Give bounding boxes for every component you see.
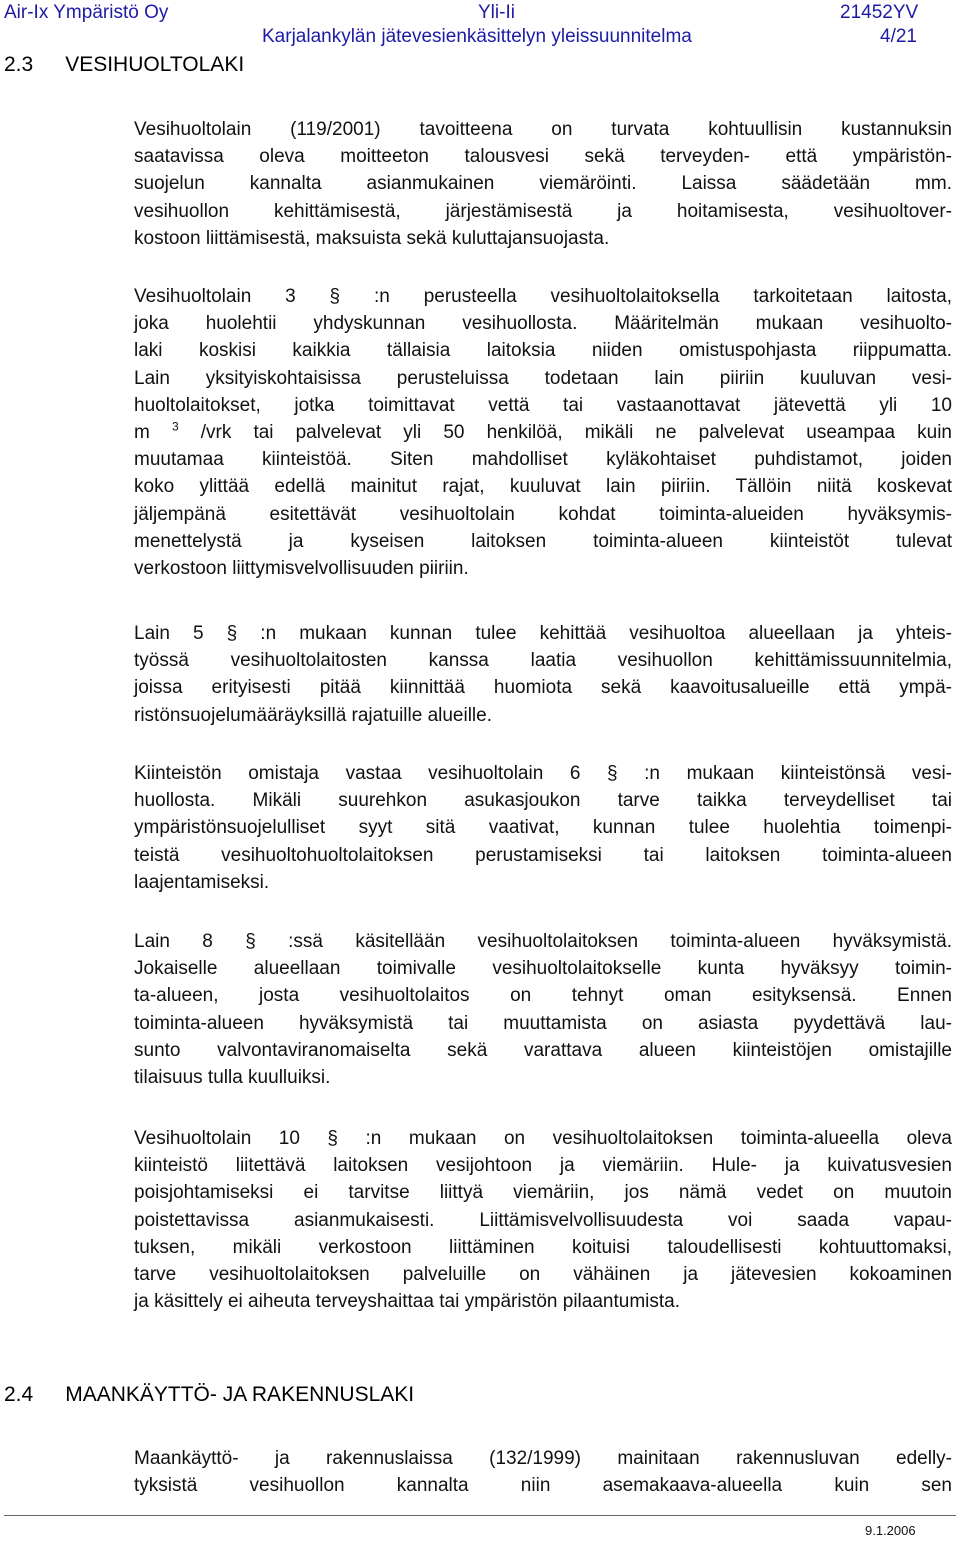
text-line: verkostoon liittymisvelvollisuuden piiriin.: [134, 557, 469, 579]
text-line: koko ylittää edellä mainitut rajat, kuuluvat lain piiriin. Tällöin niitä koskevat: [134, 476, 952, 498]
text-line: sunto valvontaviranomaiselta sekä varattava alueen kiinteistöjen omistajille: [134, 1039, 952, 1061]
text-line: muutamaa kiinteistöä. Siten mahdolliset kyläkohtaiset puhdistamot, joiden: [134, 449, 952, 471]
section-number: 2.4: [4, 1383, 34, 1406]
header-document-title: Karjalankylän jätevesienkäsittelyn yleissuunnitelma: [262, 26, 692, 47]
paragraph-section-8: [134, 928, 952, 1091]
text-line: m $^3$ /vrk tai palvelevat yli 50 henkilöä, mikäli ne palvelevat useampaa kuin: [134, 419, 952, 443]
text-line: Lain yksityiskohtaisissa perusteluissa todetaan lain piiriin kuuluvan vesi-: [134, 367, 952, 389]
paragraph-purpose: [134, 116, 952, 252]
paragraph-section-6: [134, 760, 952, 896]
text-line: jäljempänä esitettävät vesihuoltolain kohdat toiminta-alueiden hyväksymis-: [134, 503, 952, 525]
text-line: Jokaiselle alueellaan toimivalle vesihuoltolaitokselle kunta hyväksyy toimin-: [134, 958, 952, 980]
text-line: Lain 8 § :ssä käsitellään vesihuoltolaitoksen toiminta-alueen hyväksymistä.: [134, 931, 952, 952]
text-line: Lain 5 § :n mukaan kunnan tulee kehittää vesihuoltoa alueellaan ja yhteis-: [134, 623, 952, 644]
header-project-code: 21452YV: [840, 2, 919, 23]
section-title: VESIHUOLTOLAKI: [65, 53, 245, 76]
section-2-3-heading: [4, 53, 244, 77]
paragraph-section-5: [134, 620, 952, 729]
text-line: ja käsittely ei aiheuta terveyshaittaa tai ympäristön pilaantumista.: [134, 1291, 680, 1313]
text-line: saatavissa oleva moitteeton talousvesi sekä terveyden- että ympäristön-: [134, 146, 952, 168]
text-line: huollosta. Mikäli suurehkon asukasjoukon tarve taikka terveydelliset tai: [134, 790, 952, 812]
text-line: Vesihuoltolain 3 § :n perusteella vesihuoltolaitoksella tarkoitetaan laitosta,: [134, 286, 952, 307]
text-line: tilaisuus tulla kuulluiksi.: [134, 1066, 331, 1088]
header-page-number: 4/21: [880, 26, 917, 47]
text-line: joka huolehtii yhdyskunnan vesihuollosta. Määritelmän mukaan vesihuolto-: [134, 313, 952, 335]
text-line: poistettavissa asianmukaisesti. Liittämisvelvollisuudesta voi saada vapau-: [134, 1209, 952, 1231]
text-line: poisjohtamiseksi ei tarvitse liittyä viemäriin, jos nämä vedet on muutoin: [134, 1182, 952, 1204]
paragraph-section-3: [134, 283, 952, 582]
text-line: Maankäyttö- ja rakennuslaissa (132/1999) mainitaan rakennusluvan edelly-: [134, 1448, 952, 1469]
footer-date: 9.1.2006: [865, 1523, 916, 1538]
text-line: suojelun kannalta asianmukainen viemäröinti. Laissa säädetään mm.: [134, 173, 952, 195]
text-line: kiinteistö liitettävä laitoksen vesijohtoon ja viemäriin. Hule- ja kuivatusvesien: [134, 1155, 952, 1177]
paragraph-land-use-act: [134, 1445, 952, 1499]
text-line: työssä vesihuoltolaitosten kanssa laatia vesihuollon kehittämissuunnitelmia,: [134, 650, 952, 672]
footer-rule: [4, 1515, 956, 1516]
text-line: ympäristönsuojelulliset syyt sitä vaativat, kunnan tulee huolehtia toimenpi-: [134, 817, 952, 839]
text-line: Kiinteistön omistaja vastaa vesihuoltolain 6 § :n mukaan kiinteistönsä vesi-: [134, 763, 952, 784]
paragraph-section-10: [134, 1125, 952, 1315]
text-line: joissa erityisesti pitää kiinnittää huomiota sekä kaavoitusalueille että ympä-: [134, 677, 952, 699]
text-line: tyksistä vesihuollon kannalta niin asemakaava-alueella kuin sen: [134, 1475, 952, 1497]
text-line: kostoon liittämisestä, maksuista sekä kuluttajansuojasta.: [134, 227, 610, 249]
header-municipality: Yli-Ii: [478, 2, 515, 23]
header-company: Air-Ix Ympäristö Oy: [4, 2, 169, 23]
text-line: laki koskisi kaikkia tällaisia laitoksia niiden omistuspohjasta riippumatta.: [134, 340, 952, 362]
text-line: ta-alueen, josta vesihuoltolaitos on tehnyt oman esityksensä. Ennen: [134, 985, 952, 1007]
section-number: 2.3: [4, 53, 34, 76]
text-line: Vesihuoltolain 10 § :n mukaan on vesihuoltolaitoksen toiminta-alueella oleva: [134, 1128, 952, 1149]
text-line: menettelystä ja kyseisen laitoksen toiminta-alueen kiinteistöt tulevat: [134, 530, 952, 552]
text-line: vesihuollon kehittämisestä, järjestämisestä ja hoitamisesta, vesihuoltover-: [134, 200, 952, 222]
text-line: Vesihuoltolain (119/2001) tavoitteena on turvata kohtuullisin kustannuksin: [134, 119, 952, 140]
text-line: huoltolaitokset, jotka toimittavat vettä tai vastaanottavat jätevettä yli 10: [134, 394, 952, 416]
text-line: toiminta-alueen hyväksymistä tai muuttamista on asiasta pyydettävä lau-: [134, 1012, 952, 1034]
text-line: teistä vesihuoltohuoltolaitoksen perustamiseksi tai laitoksen toiminta-alueen: [134, 844, 952, 866]
text-line: laajentamiseksi.: [134, 871, 270, 893]
text-line: tarve vesihuoltolaitoksen palveluille on vähäinen ja jätevesien kokoaminen: [134, 1263, 952, 1285]
text-line: tuksen, mikäli verkostoon liittäminen koituisi taloudellisesti kohtuuttomaksi,: [134, 1236, 952, 1258]
text-line: ristönsuojelumääräyksillä rajatuille alueille.: [134, 704, 493, 726]
section-title: MAANKÄYTTÖ- JA RAKENNUSLAKI: [65, 1383, 415, 1406]
section-2-4-heading: [4, 1383, 414, 1407]
